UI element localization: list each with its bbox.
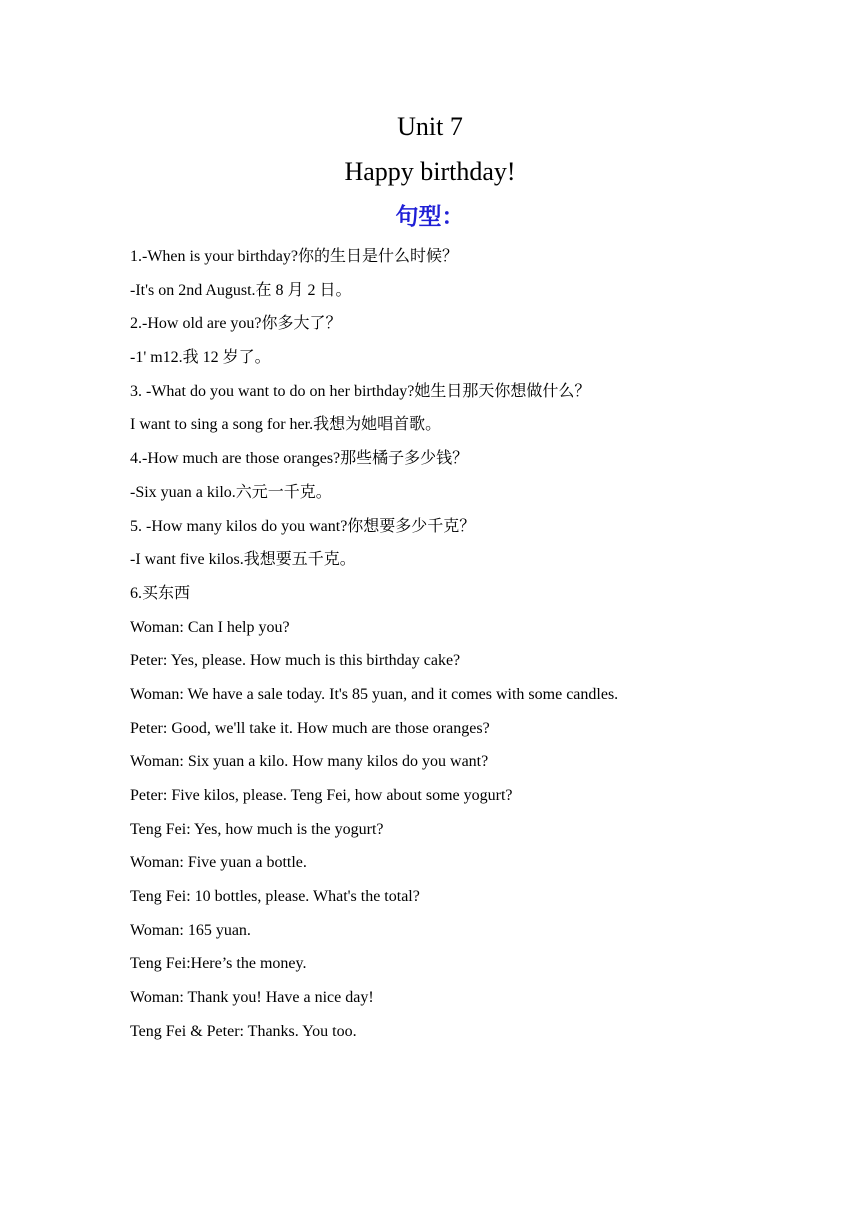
- dialogue-line: Peter: Five kilos, please. Teng Fei, how about some yogurt?: [130, 787, 513, 804]
- text-line: I want to sing a song for her.我想为她唱首歌。: [130, 416, 442, 434]
- text-line: -It's on 2nd August.在 8 月 2 日。: [130, 281, 352, 299]
- text-line: -Six yuan a kilo.六元一千克。: [130, 483, 332, 501]
- text-line: -1' m12.我 12 岁了。: [130, 349, 271, 367]
- dialogue-line: Teng Fei: Yes, how much is the yogurt?: [130, 820, 384, 838]
- dialogue-line: Woman: Six yuan a kilo. How many kilos do you want?: [130, 753, 489, 771]
- section-heading: 句型：: [395, 204, 465, 230]
- dialogue-line: Teng Fei: 10 bottles, please. What's the total?: [130, 888, 420, 906]
- text-line: 6.买东西: [130, 584, 191, 602]
- dialogue-line: Woman: Five yuan a bottle.: [130, 854, 307, 872]
- lesson-title: Happy birthday!: [344, 157, 516, 186]
- dialogue-line: Peter: Good, we'll take it. How much are those oranges?: [130, 719, 490, 737]
- text-line: -I want five kilos.我想要五千克。: [130, 551, 356, 569]
- dialogue-line: Woman: 165 yuan.: [130, 921, 251, 939]
- dialogue-line: Woman: Thank you! Have a nice day!: [130, 989, 374, 1007]
- dialogue-line: Teng Fei & Peter: Thanks. You too.: [130, 1022, 357, 1040]
- text-line: 3. -What do you want to do on her birthday?她生日那天你想做什么？: [130, 382, 591, 400]
- dialogue-line: Teng Fei:Here’s the money.: [130, 955, 307, 973]
- text-line: 5. -How many kilos do you want?你想要多少千克？: [130, 517, 476, 535]
- dialogue-line: Peter: Yes, please. How much is this birthday cake?: [130, 652, 461, 670]
- text-line: 2.-How old are you?你多大了？: [130, 315, 342, 333]
- sentence-list: [130, 245, 830, 1054]
- dialogue-line: Woman: Can I help you?: [130, 618, 290, 636]
- dialogue-line: Woman: We have a sale today. It's 85 yuan, and it comes with some candles.: [130, 685, 619, 703]
- text-line: 1.-When is your birthday?你的生日是什么时候？: [130, 248, 458, 265]
- text-line: 4.-How much are those oranges?那些橘子多少钱？: [130, 450, 469, 468]
- unit-heading: Unit 7: [397, 112, 463, 141]
